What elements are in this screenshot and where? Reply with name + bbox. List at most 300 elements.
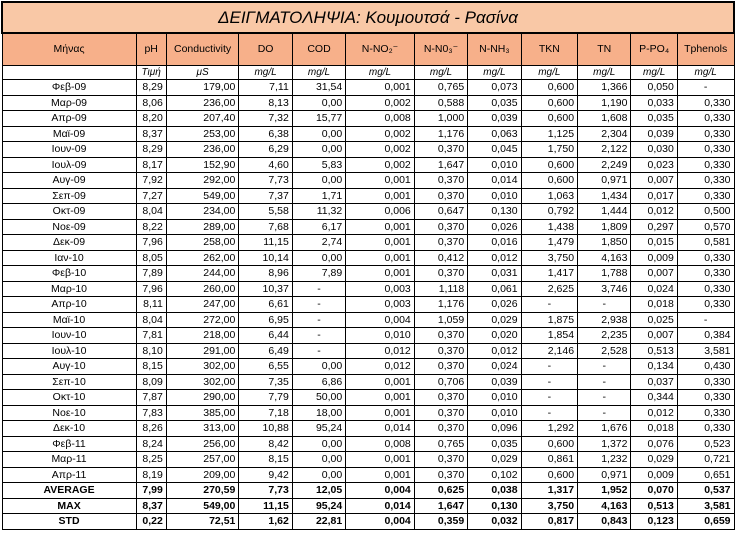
- value-cell: -: [292, 328, 345, 344]
- table-row: [2, 281, 734, 297]
- value-cell: 0,370: [414, 219, 467, 235]
- value-cell: 31,54: [292, 80, 345, 96]
- value-cell: 0,792: [521, 204, 577, 220]
- value-cell: 0,330: [677, 95, 734, 111]
- value-cell: 0,009: [631, 250, 677, 266]
- value-cell: 8,96: [239, 266, 292, 282]
- value-cell: 549,00: [166, 188, 239, 204]
- column-header: DO: [239, 33, 292, 66]
- value-cell: 2,74: [292, 235, 345, 251]
- value-cell: 0,039: [468, 111, 521, 127]
- value-cell: 0,344: [631, 390, 677, 406]
- value-cell: 1,809: [578, 219, 631, 235]
- value-cell: 0,600: [521, 111, 577, 127]
- value-cell: 0,330: [677, 390, 734, 406]
- value-cell: 2,235: [578, 328, 631, 344]
- value-cell: 0,007: [631, 173, 677, 189]
- value-cell: 7,81: [136, 328, 166, 344]
- value-cell: 0,029: [468, 452, 521, 468]
- column-header: TKN: [521, 33, 577, 66]
- stat-label: STD: [2, 514, 136, 530]
- value-cell: 0,651: [677, 467, 734, 483]
- value-cell: 0,330: [677, 126, 734, 142]
- value-cell: 247,00: [166, 297, 239, 313]
- value-cell: 385,00: [166, 405, 239, 421]
- month-cell: Φεβ-11: [2, 436, 136, 452]
- stat-value: 72,51: [166, 514, 239, 530]
- value-cell: 7,32: [239, 111, 292, 127]
- value-cell: 0,001: [346, 188, 415, 204]
- month-cell: Φεβ-10: [2, 266, 136, 282]
- value-cell: 0,020: [468, 328, 521, 344]
- month-cell: Μαϊ-09: [2, 126, 136, 142]
- value-cell: 0,600: [521, 95, 577, 111]
- stat-label: AVERAGE: [2, 483, 136, 499]
- month-cell: Δεκ-09: [2, 235, 136, 251]
- month-cell: Μαϊ-10: [2, 312, 136, 328]
- value-cell: 0,008: [346, 111, 415, 127]
- value-cell: 7,35: [239, 374, 292, 390]
- value-cell: 0,001: [346, 80, 415, 96]
- value-cell: 0,029: [631, 452, 677, 468]
- table-row: [2, 266, 734, 282]
- value-cell: 6,55: [239, 359, 292, 375]
- value-cell: 0,006: [346, 204, 415, 220]
- value-cell: 6,44: [239, 328, 292, 344]
- value-cell: 1,875: [521, 312, 577, 328]
- value-cell: 1,059: [414, 312, 467, 328]
- value-cell: 6,61: [239, 297, 292, 313]
- value-cell: 313,00: [166, 421, 239, 437]
- value-cell: 0,647: [414, 204, 467, 220]
- value-cell: 7,73: [239, 173, 292, 189]
- value-cell: 244,00: [166, 266, 239, 282]
- stat-value: 0,625: [414, 483, 467, 499]
- stat-value: 3,750: [521, 498, 577, 514]
- table-row: [2, 374, 734, 390]
- value-cell: 0,134: [631, 359, 677, 375]
- unit-cell: mg/L: [578, 66, 631, 80]
- table-row: [2, 188, 734, 204]
- value-cell: 5,58: [239, 204, 292, 220]
- value-cell: 8,04: [136, 312, 166, 328]
- month-cell: Μαρ-09: [2, 95, 136, 111]
- table-row: [2, 436, 734, 452]
- month-cell: Οκτ-10: [2, 390, 136, 406]
- value-cell: 0,012: [631, 405, 677, 421]
- value-cell: 0,035: [631, 111, 677, 127]
- value-cell: 0,012: [346, 359, 415, 375]
- stat-label: MAX: [2, 498, 136, 514]
- table-row: [2, 95, 734, 111]
- value-cell: 0,370: [414, 452, 467, 468]
- value-cell: 260,00: [166, 281, 239, 297]
- data-sheet: [1, 1, 735, 548]
- value-cell: 0,00: [292, 359, 345, 375]
- column-header: Conductivity: [166, 33, 239, 66]
- value-cell: 2,304: [578, 126, 631, 142]
- value-cell: 0,002: [346, 126, 415, 142]
- table-row: [2, 390, 734, 406]
- value-cell: 8,13: [239, 95, 292, 111]
- value-cell: 3,750: [521, 250, 577, 266]
- value-cell: 0,039: [631, 126, 677, 142]
- value-cell: -: [292, 343, 345, 359]
- value-cell: 8,29: [136, 80, 166, 96]
- stat-value: 0,070: [631, 483, 677, 499]
- table-row: [2, 204, 734, 220]
- value-cell: 6,86: [292, 374, 345, 390]
- value-cell: 0,010: [468, 157, 521, 173]
- value-cell: 10,88: [239, 421, 292, 437]
- value-cell: 8,15: [239, 452, 292, 468]
- value-cell: 1,676: [578, 421, 631, 437]
- stat-value: 1,62: [239, 514, 292, 530]
- value-cell: 1,366: [578, 80, 631, 96]
- table-row: [2, 142, 734, 158]
- value-cell: 0,033: [631, 95, 677, 111]
- value-cell: 8,29: [136, 142, 166, 158]
- value-cell: 179,00: [166, 80, 239, 96]
- value-cell: 1,176: [414, 297, 467, 313]
- value-cell: 0,600: [521, 80, 577, 96]
- value-cell: 0,370: [414, 142, 467, 158]
- stat-value: 7,99: [136, 483, 166, 499]
- value-cell: 8,20: [136, 111, 166, 127]
- value-cell: 1,750: [521, 142, 577, 158]
- stat-value: 3,581: [677, 498, 734, 514]
- value-cell: 0,00: [292, 467, 345, 483]
- value-cell: 0,002: [346, 157, 415, 173]
- value-cell: 0,001: [346, 219, 415, 235]
- value-cell: 1,444: [578, 204, 631, 220]
- stat-value: 0,004: [346, 514, 415, 530]
- month-cell: Ιουλ-09: [2, 157, 136, 173]
- value-cell: 291,00: [166, 343, 239, 359]
- value-cell: 0,035: [468, 95, 521, 111]
- stat-value: 22,81: [292, 514, 345, 530]
- table-row: [2, 405, 734, 421]
- sampling-table: [1, 1, 735, 530]
- value-cell: 0,971: [578, 467, 631, 483]
- stat-row: [2, 483, 734, 499]
- value-cell: 0,384: [677, 328, 734, 344]
- value-cell: 0,001: [346, 374, 415, 390]
- column-header: pH: [136, 33, 166, 66]
- month-cell: Ιουλ-10: [2, 343, 136, 359]
- value-cell: 0,330: [677, 421, 734, 437]
- value-cell: 0,00: [292, 95, 345, 111]
- unit-cell: [2, 66, 136, 80]
- value-cell: 7,79: [239, 390, 292, 406]
- unit-cell: mg/L: [292, 66, 345, 80]
- value-cell: -: [677, 80, 734, 96]
- value-cell: 253,00: [166, 126, 239, 142]
- value-cell: 0,001: [346, 173, 415, 189]
- value-cell: 0,765: [414, 436, 467, 452]
- value-cell: 0,007: [631, 266, 677, 282]
- value-cell: 7,27: [136, 188, 166, 204]
- value-cell: 0,570: [677, 219, 734, 235]
- value-cell: 0,370: [414, 390, 467, 406]
- stat-value: 8,37: [136, 498, 166, 514]
- value-cell: 262,00: [166, 250, 239, 266]
- column-header: N-NH₃: [468, 33, 521, 66]
- value-cell: 0,001: [346, 452, 415, 468]
- value-cell: 0,025: [631, 312, 677, 328]
- table-row: [2, 297, 734, 313]
- value-cell: 0,009: [631, 467, 677, 483]
- value-cell: 7,68: [239, 219, 292, 235]
- value-cell: 0,096: [468, 421, 521, 437]
- value-cell: 0,010: [468, 188, 521, 204]
- table-row: [2, 157, 734, 173]
- value-cell: 0,037: [631, 374, 677, 390]
- value-cell: 0,00: [292, 250, 345, 266]
- value-cell: 18,00: [292, 405, 345, 421]
- value-cell: -: [578, 374, 631, 390]
- value-cell: 2,249: [578, 157, 631, 173]
- value-cell: 7,37: [239, 188, 292, 204]
- value-cell: -: [521, 359, 577, 375]
- table-row: [2, 343, 734, 359]
- table-row: [2, 111, 734, 127]
- value-cell: 0,588: [414, 95, 467, 111]
- value-cell: -: [292, 281, 345, 297]
- value-cell: 0,500: [677, 204, 734, 220]
- month-cell: Αυγ-09: [2, 173, 136, 189]
- value-cell: 0,370: [414, 343, 467, 359]
- value-cell: -: [292, 312, 345, 328]
- value-cell: 152,90: [166, 157, 239, 173]
- value-cell: 0,003: [346, 297, 415, 313]
- value-cell: 0,001: [346, 467, 415, 483]
- value-cell: 10,14: [239, 250, 292, 266]
- value-cell: 236,00: [166, 142, 239, 158]
- value-cell: 0,00: [292, 142, 345, 158]
- stat-value: 0,004: [346, 483, 415, 499]
- value-cell: 0,031: [468, 266, 521, 282]
- value-cell: 0,001: [346, 266, 415, 282]
- value-cell: 1,063: [521, 188, 577, 204]
- value-cell: 1,850: [578, 235, 631, 251]
- value-cell: 2,625: [521, 281, 577, 297]
- sheet-title: ΔΕΙΓΜΑΤΟΛΗΨΙΑ: Κουμουτσά - Ρασίνα: [2, 2, 734, 33]
- value-cell: 218,00: [166, 328, 239, 344]
- value-cell: 257,00: [166, 452, 239, 468]
- value-cell: -: [292, 297, 345, 313]
- value-cell: 1,000: [414, 111, 467, 127]
- value-cell: 8,22: [136, 219, 166, 235]
- unit-cell: mg/L: [677, 66, 734, 80]
- value-cell: 0,010: [346, 328, 415, 344]
- units-row: [2, 66, 734, 80]
- value-cell: 0,765: [414, 80, 467, 96]
- value-cell: 0,039: [468, 374, 521, 390]
- stat-value: 11,15: [239, 498, 292, 514]
- value-cell: 0,023: [631, 157, 677, 173]
- stat-value: 270,59: [166, 483, 239, 499]
- value-cell: 0,018: [631, 421, 677, 437]
- value-cell: 290,00: [166, 390, 239, 406]
- table-row: [2, 173, 734, 189]
- value-cell: 0,012: [468, 250, 521, 266]
- month-cell: Σεπ-09: [2, 188, 136, 204]
- table-row: [2, 328, 734, 344]
- value-cell: 0,014: [468, 173, 521, 189]
- value-cell: 0,706: [414, 374, 467, 390]
- value-cell: 8,17: [136, 157, 166, 173]
- header-row: [2, 33, 734, 66]
- value-cell: 0,370: [414, 359, 467, 375]
- value-cell: 0,001: [346, 405, 415, 421]
- stat-value: 12,05: [292, 483, 345, 499]
- stat-value: 1,647: [414, 498, 467, 514]
- value-cell: 8,04: [136, 204, 166, 220]
- value-cell: 207,40: [166, 111, 239, 127]
- value-cell: 11,32: [292, 204, 345, 220]
- column-header: TN: [578, 33, 631, 66]
- value-cell: 0,00: [292, 173, 345, 189]
- value-cell: 0,061: [468, 281, 521, 297]
- value-cell: 3,746: [578, 281, 631, 297]
- column-header: N-N0₃⁻: [414, 33, 467, 66]
- value-cell: 0,035: [468, 436, 521, 452]
- value-cell: 0,001: [346, 235, 415, 251]
- value-cell: 0,001: [346, 250, 415, 266]
- value-cell: 272,00: [166, 312, 239, 328]
- value-cell: 0,030: [631, 142, 677, 158]
- value-cell: 256,00: [166, 436, 239, 452]
- stat-value: 0,513: [631, 498, 677, 514]
- value-cell: 4,60: [239, 157, 292, 173]
- value-cell: 8,19: [136, 467, 166, 483]
- value-cell: 95,24: [292, 421, 345, 437]
- value-cell: 15,77: [292, 111, 345, 127]
- stat-value: 0,014: [346, 498, 415, 514]
- value-cell: 0,045: [468, 142, 521, 158]
- value-cell: 8,25: [136, 452, 166, 468]
- value-cell: 0,024: [468, 359, 521, 375]
- value-cell: 8,37: [136, 126, 166, 142]
- month-cell: Απρ-09: [2, 111, 136, 127]
- unit-cell: mg/L: [468, 66, 521, 80]
- value-cell: 0,012: [346, 343, 415, 359]
- value-cell: 0,370: [414, 328, 467, 344]
- value-cell: 1,372: [578, 436, 631, 452]
- column-header: P-PO₄: [631, 33, 677, 66]
- table-row: [2, 250, 734, 266]
- stat-value: 0,038: [468, 483, 521, 499]
- value-cell: -: [521, 405, 577, 421]
- value-cell: 0,600: [521, 157, 577, 173]
- stat-value: 0,359: [414, 514, 467, 530]
- value-cell: 6,38: [239, 126, 292, 142]
- title-row: [2, 2, 734, 33]
- value-cell: 0,018: [631, 297, 677, 313]
- value-cell: 0,015: [631, 235, 677, 251]
- stat-value: 0,032: [468, 514, 521, 530]
- value-cell: 0,861: [521, 452, 577, 468]
- value-cell: 0,050: [631, 80, 677, 96]
- value-cell: -: [578, 390, 631, 406]
- value-cell: -: [521, 374, 577, 390]
- value-cell: 0,001: [346, 390, 415, 406]
- stat-value: 1,952: [578, 483, 631, 499]
- month-cell: Δεκ-10: [2, 421, 136, 437]
- value-cell: -: [578, 359, 631, 375]
- value-cell: 0,007: [631, 328, 677, 344]
- table-row: [2, 235, 734, 251]
- table-row: [2, 219, 734, 235]
- value-cell: 10,37: [239, 281, 292, 297]
- unit-cell: mg/L: [414, 66, 467, 80]
- column-header: Tphenols: [677, 33, 734, 66]
- value-cell: 0,330: [677, 142, 734, 158]
- value-cell: 0,370: [414, 173, 467, 189]
- value-cell: 4,163: [578, 250, 631, 266]
- value-cell: 1,434: [578, 188, 631, 204]
- value-cell: 8,10: [136, 343, 166, 359]
- value-cell: 0,330: [677, 111, 734, 127]
- value-cell: 234,00: [166, 204, 239, 220]
- value-cell: 236,00: [166, 95, 239, 111]
- unit-cell: mg/L: [631, 66, 677, 80]
- value-cell: 1,608: [578, 111, 631, 127]
- value-cell: 0,063: [468, 126, 521, 142]
- unit-cell: μS: [166, 66, 239, 80]
- stat-value: 95,24: [292, 498, 345, 514]
- value-cell: 0,297: [631, 219, 677, 235]
- month-cell: Ιαν-10: [2, 250, 136, 266]
- value-cell: 0,012: [468, 343, 521, 359]
- value-cell: 0,024: [631, 281, 677, 297]
- value-cell: 9,42: [239, 467, 292, 483]
- value-cell: 0,330: [677, 266, 734, 282]
- unit-cell: mg/L: [239, 66, 292, 80]
- value-cell: 0,002: [346, 142, 415, 158]
- stat-value: 0,130: [468, 498, 521, 514]
- value-cell: 0,523: [677, 436, 734, 452]
- value-cell: 0,330: [677, 405, 734, 421]
- value-cell: 0,330: [677, 297, 734, 313]
- value-cell: 0,330: [677, 157, 734, 173]
- value-cell: 2,146: [521, 343, 577, 359]
- month-cell: Απρ-10: [2, 297, 136, 313]
- value-cell: 7,18: [239, 405, 292, 421]
- table-row: [2, 421, 734, 437]
- value-cell: 0,002: [346, 95, 415, 111]
- month-cell: Αυγ-10: [2, 359, 136, 375]
- value-cell: 6,49: [239, 343, 292, 359]
- value-cell: 0,017: [631, 188, 677, 204]
- value-cell: 6,29: [239, 142, 292, 158]
- value-cell: -: [578, 405, 631, 421]
- value-cell: 6,17: [292, 219, 345, 235]
- value-cell: -: [521, 297, 577, 313]
- value-cell: 7,89: [292, 266, 345, 282]
- value-cell: 0,600: [521, 436, 577, 452]
- unit-cell: Τιμή: [136, 66, 166, 80]
- value-cell: 0,016: [468, 235, 521, 251]
- value-cell: 0,370: [414, 235, 467, 251]
- value-cell: 0,330: [677, 173, 734, 189]
- value-cell: 0,370: [414, 421, 467, 437]
- column-header: Μήνας: [2, 33, 136, 66]
- table-row: [2, 126, 734, 142]
- value-cell: 1,292: [521, 421, 577, 437]
- value-cell: 0,581: [677, 235, 734, 251]
